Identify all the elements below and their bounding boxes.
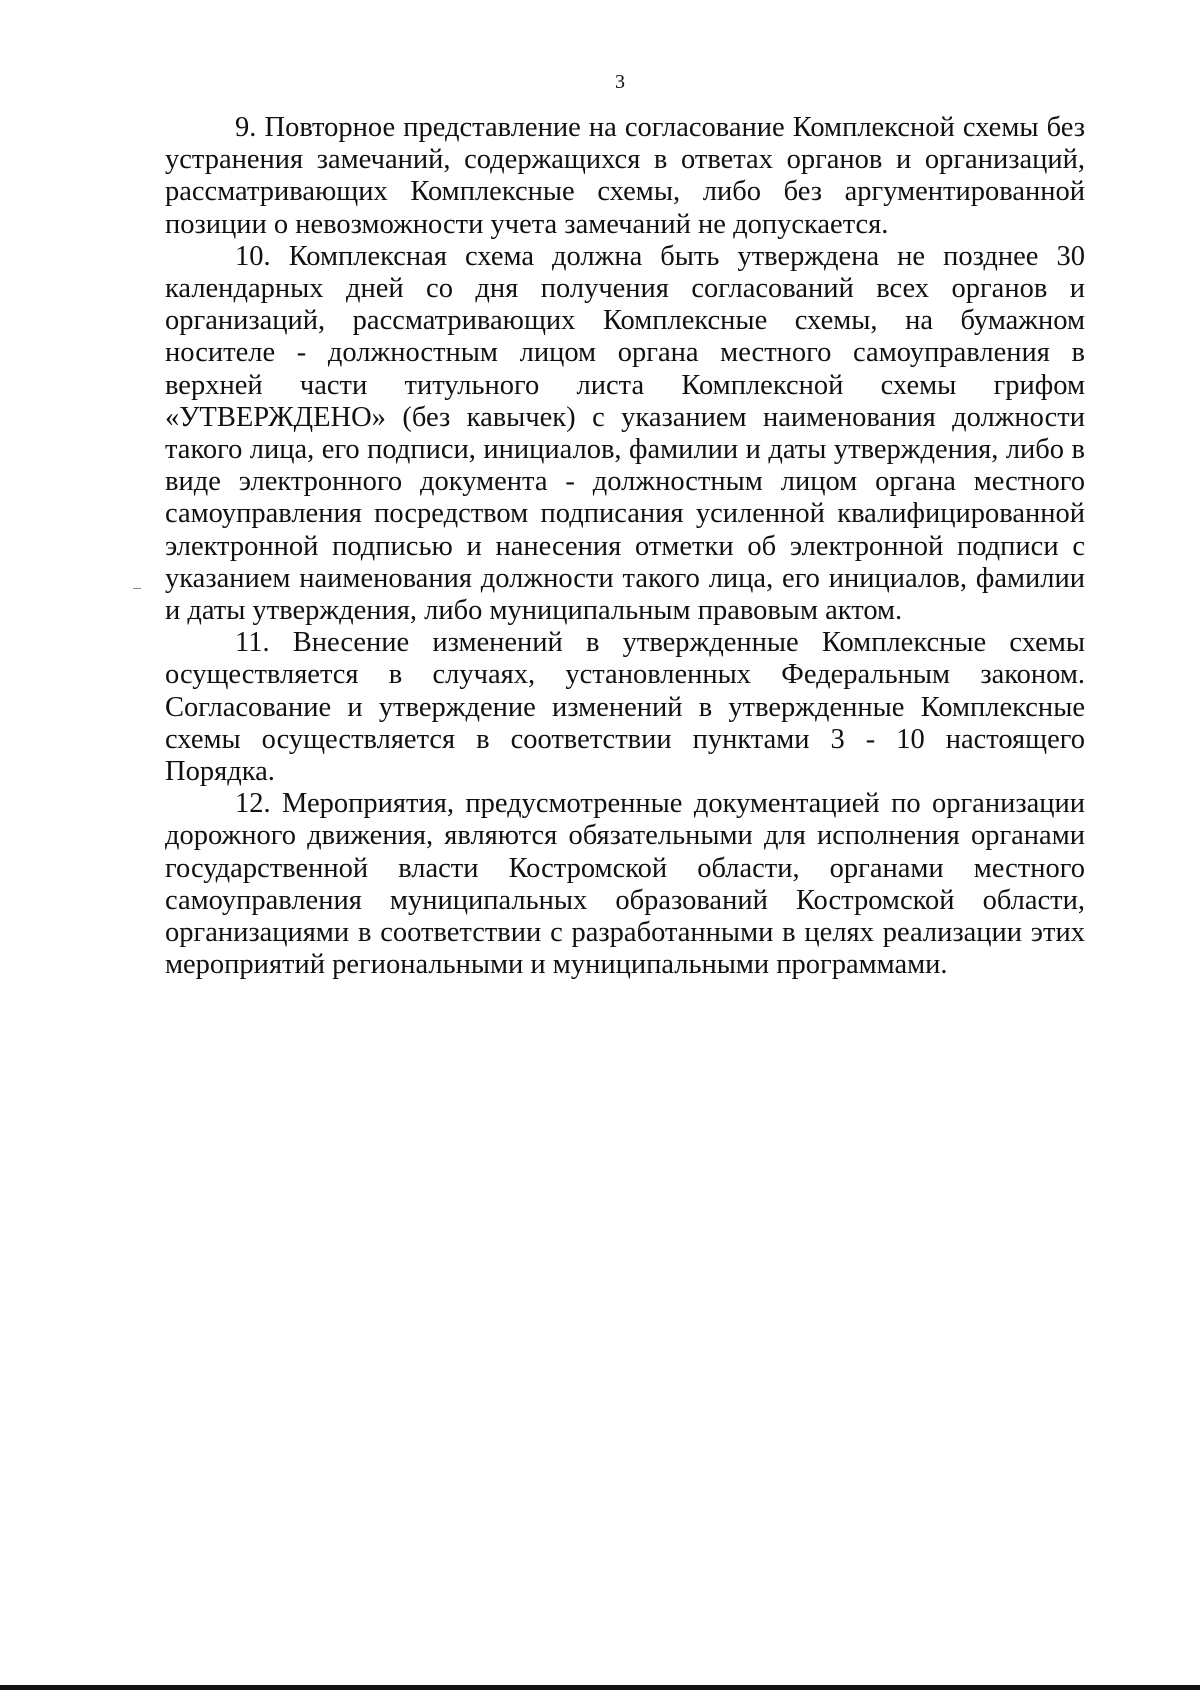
paragraph-9: 9. Повторное представление на согласование Комплексной схемы без устранения замечаний, содержащихся в ответах органов и организаций, рассматривающих Комплексные схемы, либо без аргументированной позиции о невозможности учета замечаний не допускается. xyxy=(165,112,1085,240)
scan-mark xyxy=(133,588,141,589)
paragraph-10: 10. Комплексная схема должна быть утверждена не позднее 30 календарных дней со дня получения согласований всех органов и организаций, рассматривающих Комплексные схемы, на бумажном носителе - должностным лицом органа местного самоуправления в верхней части титульного листа Комплексной схемы грифом «УТВЕРЖДЕНО» (без кавычек) с указанием наименования должности такого лица, его подписи, инициалов, фамилии и даты утверждения, либо в виде электронного документа - должностным лицом органа местного самоуправления посредством подписания усиленной квалифицированной электронной подписью и нанесения отметки об электронной подписи с указанием наименования должности такого лица, его инициалов, фамилии и даты утверждения, либо муниципальным правовым актом. xyxy=(165,240,1085,627)
document-body xyxy=(165,112,1085,981)
scan-bottom-edge xyxy=(0,1685,1200,1690)
paragraph-12: 12. Мероприятия, предусмотренные документацией по организации дорожного движения, являются обязательными для исполнения органами государственной власти Костромской области, органами местного самоуправления муниципальных образований Костромской области, организациями в соответствии с разработанными в целях реализации этих мероприятий региональными и муниципальными программами. xyxy=(165,788,1085,981)
paragraph-11: 11. Внесение изменений в утвержденные Комплексные схемы осуществляется в случаях, установленных Федеральным законом. Согласование и утверждение изменений в утвержденные Комплексные схемы осуществляется в соответствии пунктами 3 - 10 настоящего Порядка. xyxy=(165,627,1085,788)
page-number: 3 xyxy=(615,71,625,93)
